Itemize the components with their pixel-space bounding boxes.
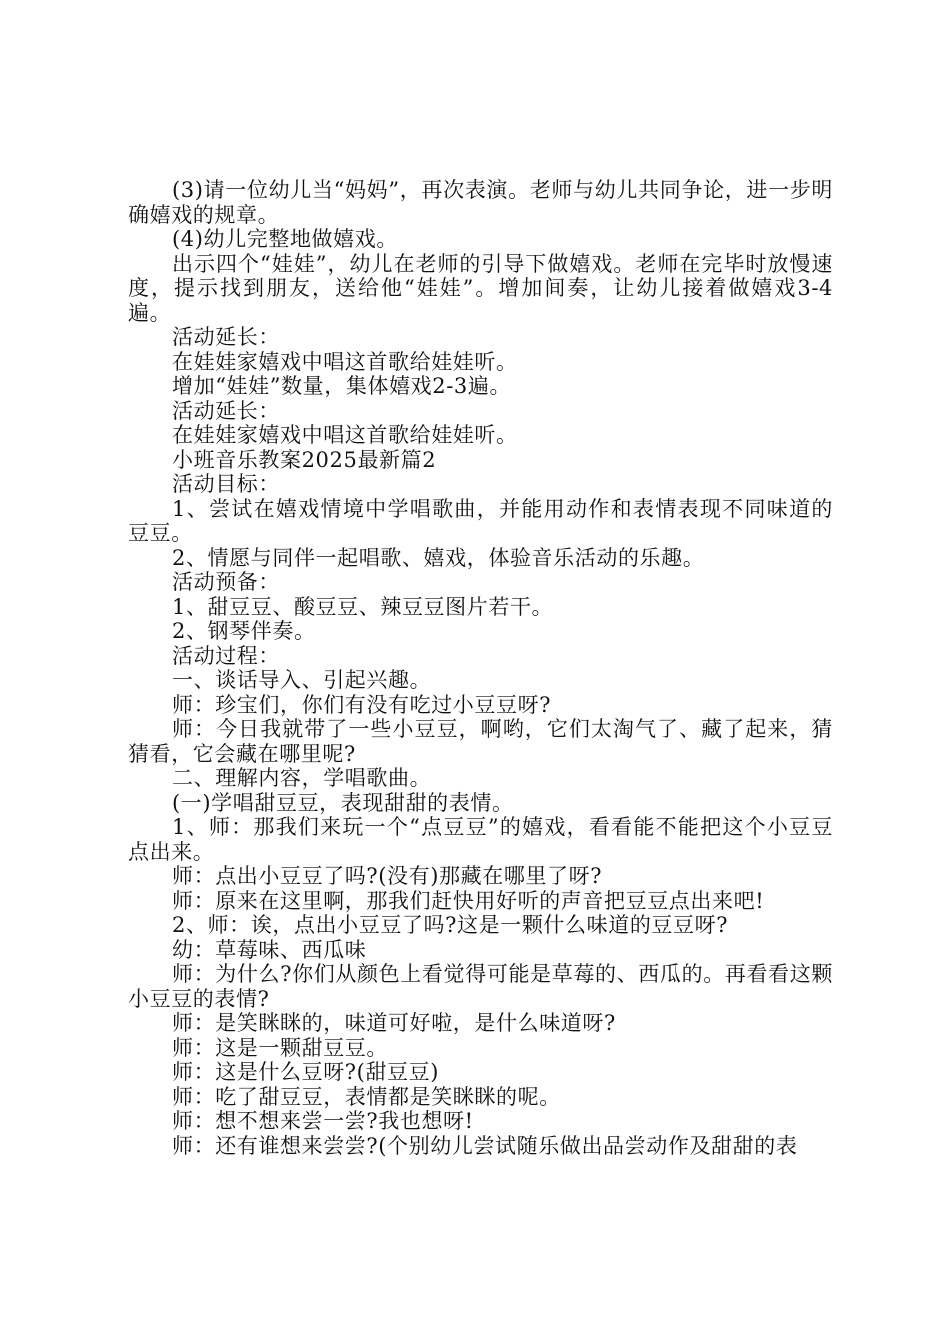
paragraph: (一)学唱甜豆豆，表现甜甜的表情。 [172,790,514,815]
paragraph: 师：是笑眯眯的，味道可好啦，是什么味道呀? [172,1011,616,1035]
section-heading: 活动预备： [172,570,280,594]
paragraph: 增加“娃娃”数量，集体嬉戏2-3遍。 [172,374,512,398]
section-heading: 活动目标： [172,472,280,496]
paragraph: 2、钢琴伴奏。 [172,619,316,643]
paragraph: 师：点出小豆豆了吗?(没有)那藏在哪里了呀? [172,864,603,888]
paragraph: 师：还有谁想来尝尝?(个别幼儿尝试随乐做出品尝动作及甜甜的表 [172,1133,798,1158]
paragraph: 师：这是一颗甜豆豆。 [172,1035,388,1060]
section-heading: 活动过程： [172,643,280,668]
paragraph: 在娃娃家嬉戏中唱这首歌给娃娃听。 [172,349,518,374]
paragraph: 师：为什么?你们从颜色上看觉得可能是草莓的、西瓜的。再看看这颗小豆豆的表情? [128,962,833,1011]
paragraph: 2、情愿与同伴一起唱歌、嬉戏，体验音乐活动的乐趣。 [172,545,705,570]
paragraph: (3)请一位幼儿当“妈妈”，再次表演。老师与幼儿共同争论，进一步明确嬉戏的规章。 [128,178,833,227]
paragraph: 2、师：诶，点出小豆豆了吗?这是一颗什么味道的豆豆呀? [172,913,729,937]
paragraph: 幼：草莓味、西瓜味 [172,937,367,962]
paragraph: 师：吃了甜豆豆，表情都是笑眯眯的呢。 [172,1084,561,1109]
paragraph: (4)幼儿完整地做嬉戏。 [172,227,398,251]
paragraph: 师：原来在这里啊，那我们赶快用好听的声音把豆豆点出来吧! [172,888,765,913]
paragraph: 1、尝试在嬉戏情境中学唱歌曲，并能用动作和表情表现不同味道的豆豆。 [128,496,833,545]
paragraph: 在娃娃家嬉戏中唱这首歌给娃娃听。 [172,423,518,447]
document-title: 小班音乐教案2025最新篇2 [172,447,437,472]
paragraph: 师：珍宝们，你们有没有吃过小豆豆呀? [172,692,552,717]
section-heading: 活动延长： [172,325,280,349]
paragraph: 二、理解内容，学唱歌曲。 [172,766,432,790]
paragraph: 1、甜豆豆、酸豆豆、辣豆豆图片若干。 [172,594,554,619]
paragraph: 师：今日我就带了一些小豆豆，啊哟，它们太淘气了、藏了起来，猜猜看，它会藏在哪里呢? [128,717,833,766]
section-heading: 活动延长： [172,398,280,423]
paragraph: 出示四个“娃娃”，幼儿在老师的引导下做嬉戏。老师在完毕时放慢速度，提示找到朋友，送给他“娃娃”。增加间奏，让幼儿接着做嬉戏3-4遍。 [128,251,833,325]
document-body [128,178,833,1158]
paragraph: 师：这是什么豆呀?(甜豆豆) [172,1060,440,1084]
paragraph: 师：想不想来尝一尝?我也想呀! [172,1109,474,1133]
paragraph: 1、师：那我们来玩一个“点豆豆”的嬉戏，看看能不能把这个小豆豆点出来。 [128,815,833,864]
paragraph: 一、谈话导入、引起兴趣。 [172,668,432,692]
